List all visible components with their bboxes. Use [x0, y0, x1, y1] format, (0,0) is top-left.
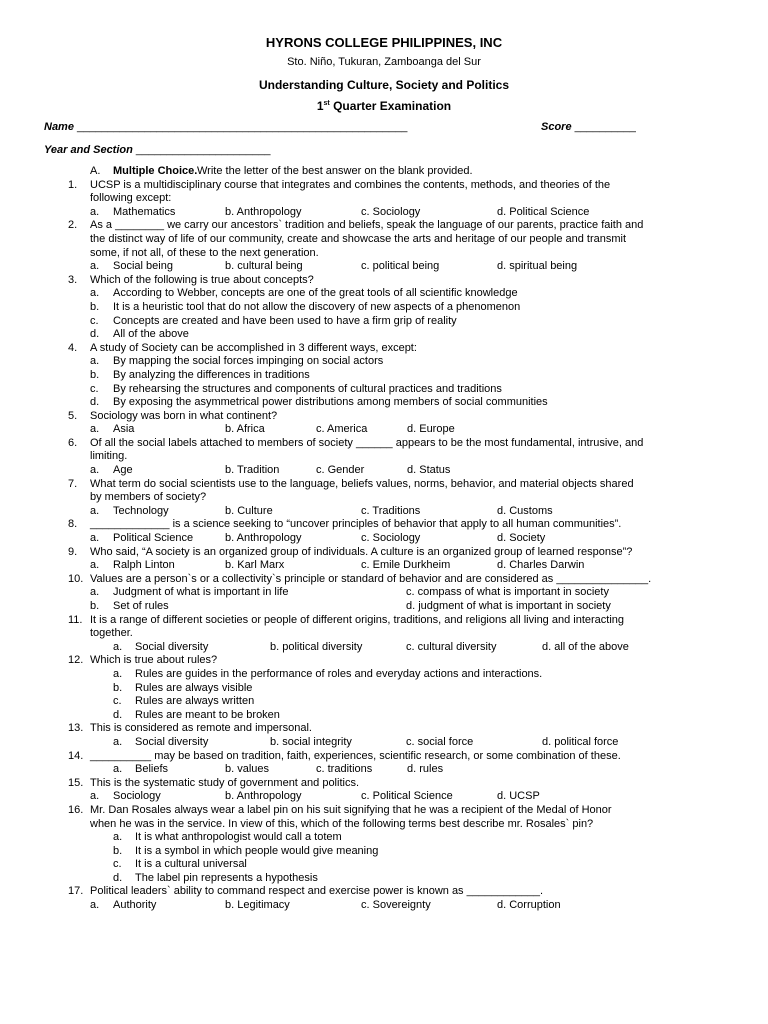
item-number: 15.	[68, 776, 84, 789]
option-choice: c. traditions	[316, 763, 373, 776]
option-letter: a.	[113, 735, 123, 748]
section-instructions: Write the letter of the best answer on the blank provided.	[197, 165, 473, 177]
item-number: 16.	[68, 803, 84, 816]
option-text: Political Science	[113, 532, 194, 545]
option-letter: a.	[113, 640, 123, 653]
option-choice: b. cultural being	[225, 260, 303, 273]
option-letter: b.	[90, 600, 100, 612]
name-field[interactable]	[44, 121, 407, 133]
option-letter: a.	[90, 260, 100, 273]
exam-ordinal: st	[323, 100, 330, 107]
exam-line	[0, 328, 768, 342]
option-choice: c. social force	[406, 735, 474, 748]
option-text: All of the above	[113, 328, 189, 341]
option-letter: a.	[90, 586, 100, 599]
exam-line	[0, 804, 768, 818]
option-letter: a.	[90, 423, 100, 436]
option-choice: d. spiritual being	[497, 260, 578, 273]
exam-line	[0, 559, 768, 573]
exam-line	[0, 396, 768, 410]
option-text: Set of rules	[113, 600, 169, 612]
option-text: By exposing the asymmetrical power distributions among members of social communities	[113, 396, 548, 409]
option-letter: a.	[90, 504, 100, 517]
exam-line	[0, 845, 768, 859]
item-text: Political leaders` ability to command respect and exercise power is known as ____________.	[90, 885, 544, 898]
option-text: Technology	[113, 504, 169, 517]
exam-line	[0, 858, 768, 872]
option-choice: d. Charles Darwin	[497, 559, 585, 572]
item-number: 4.	[68, 341, 78, 354]
option-choice: c. Sociology	[361, 532, 421, 545]
option-text: Beliefs	[135, 763, 169, 776]
exam-line	[0, 383, 768, 397]
option-choice: c. cultural diversity	[406, 640, 497, 653]
exam-line	[0, 654, 768, 668]
option-choice: c. Gender	[316, 464, 365, 477]
exam-line	[0, 668, 768, 682]
option-text: It is what anthropologist would call a totem	[135, 831, 342, 844]
option-choice: c. Traditions	[361, 504, 421, 517]
item-text-continued: when he was in the service. In view of this, which of the following terms best describe mr. Rosales` pin?	[90, 817, 594, 830]
exam-line	[0, 478, 768, 492]
name-label: Name	[44, 121, 74, 133]
option-choice: b. Karl Marx	[225, 559, 285, 572]
exam-line	[0, 342, 768, 356]
item-text: Values are a person`s or a collectivity`s principle or standard of behavior and are considered as _______________.	[90, 572, 652, 585]
exam-line	[0, 736, 768, 750]
exam-line	[0, 573, 768, 587]
option-text: By mapping the social forces impinging on social actors	[113, 355, 384, 368]
exam-line	[0, 274, 768, 288]
score-line: __________	[574, 121, 636, 133]
option-choice: b. Tradition	[225, 464, 280, 477]
section-letter: A.	[90, 165, 101, 177]
item-number: 6.	[68, 436, 78, 449]
option-letter: b.	[113, 681, 123, 694]
option-text: Asia	[113, 423, 135, 436]
option-text: It is a symbol in which people would give meaning	[135, 844, 379, 857]
option-letter: a.	[113, 667, 123, 680]
year-section-label: Year and Section	[44, 144, 133, 156]
option-letter: a.	[113, 831, 123, 844]
school-address: Sto. Niño, Tukuran, Zamboanga del Sur	[287, 56, 481, 68]
option-letter: a.	[90, 287, 100, 300]
exam-line	[0, 287, 768, 301]
item-number: 5.	[68, 409, 78, 422]
exam-line	[0, 423, 768, 437]
option-choice: b. Anthropology	[225, 205, 302, 218]
item-number: 8.	[68, 518, 78, 531]
exam-line	[0, 872, 768, 886]
exam-line	[0, 532, 768, 546]
item-number: 12.	[68, 654, 84, 667]
exam-line	[0, 831, 768, 845]
option-choice: b. Culture	[225, 504, 273, 517]
exam-line	[0, 179, 768, 193]
option-letter: c.	[90, 314, 99, 327]
option-letter: c.	[90, 382, 99, 395]
exam-line	[0, 260, 768, 274]
exam-line	[0, 546, 768, 560]
option-text: Mathematics	[113, 205, 176, 218]
option-text: By rehearsing the structures and components of cultural practices and traditions	[113, 382, 502, 395]
item-number: 11.	[68, 613, 83, 626]
item-text: A study of Society can be accomplished in 3 different ways, except:	[90, 341, 417, 354]
exam-line	[0, 695, 768, 709]
exam-line	[0, 315, 768, 329]
exam-line	[0, 491, 768, 505]
exam-line	[0, 247, 768, 261]
exam-line	[0, 518, 768, 532]
option-text: According to Webber, concepts are one of the great tools of all scientific knowledge	[113, 287, 518, 300]
item-text-continued: by members of society?	[90, 491, 207, 504]
item-text-continued: together.	[90, 627, 133, 640]
option-text: Social being	[113, 260, 173, 273]
option-text: Ralph Linton	[113, 559, 175, 572]
option-choice: d. Status	[407, 464, 451, 477]
exam-line	[0, 192, 768, 206]
item-text: Which is true about rules?	[90, 654, 218, 667]
option-text: Concepts are created and have been used to have a firm grip of reality	[113, 314, 457, 327]
exam-line	[0, 233, 768, 247]
option-text: Social diversity	[135, 640, 209, 653]
exam-line	[0, 219, 768, 233]
option-text: Social diversity	[135, 735, 209, 748]
option-choice: d. Society	[497, 532, 546, 545]
item-text: It is a range of different societies or people of different origins, traditions, and religions all living and interacting	[90, 613, 625, 626]
school-name: HYRONS COLLEGE PHILIPPINES, INC	[265, 35, 503, 50]
item-text: Who said, “A society is an organized group of individuals. A culture is an organized group of learned response”?	[90, 545, 633, 558]
exam-line	[0, 586, 768, 600]
exam-line	[0, 505, 768, 519]
option-choice: c. Sovereignty	[361, 899, 431, 912]
score-field[interactable]	[541, 121, 636, 133]
exam-line	[0, 885, 768, 899]
exam-line	[0, 682, 768, 696]
item-text-continued: following except:	[90, 192, 172, 205]
option-text: Rules are meant to be broken	[135, 708, 280, 721]
exam-line	[0, 722, 768, 736]
option-letter: b.	[90, 300, 100, 313]
option-choice: d. Corruption	[497, 899, 561, 912]
option-text: Rules are always written	[135, 695, 255, 708]
exam-line	[0, 410, 768, 424]
option-choice: d. Europe	[407, 423, 455, 436]
option-letter: c.	[113, 858, 122, 871]
exam-line	[0, 165, 768, 179]
exam-line	[0, 301, 768, 315]
item-number: 1.	[68, 178, 78, 191]
option-letter: a.	[90, 532, 100, 545]
exam-line	[0, 750, 768, 764]
option-choice: b. Anthropology	[225, 532, 302, 545]
item-text-continued: some, if not all, of these to the next generation.	[90, 246, 319, 259]
option-choice: b. Legitimacy	[225, 899, 290, 912]
exam-line	[0, 450, 768, 464]
option-letter: b.	[90, 368, 100, 381]
question-list	[0, 165, 768, 913]
exam-number: 1	[316, 99, 324, 113]
option-choice: d. UCSP	[497, 790, 540, 803]
item-number: 17.	[68, 885, 84, 898]
item-text: Sociology was born in what continent?	[90, 409, 278, 422]
item-text: Which of the following is true about concepts?	[90, 273, 314, 286]
option-choice: b. Anthropology	[225, 790, 302, 803]
item-text-continued: the distinct way of life of our community, create and showcase the arts and heritage of our people and transmit	[90, 232, 627, 245]
option-letter: d.	[90, 396, 100, 409]
option-choice: b. values	[225, 763, 270, 776]
option-choice: b. political diversity	[270, 640, 363, 653]
exam-line	[0, 641, 768, 655]
option-text: Authority	[113, 899, 157, 912]
item-text: This is the systematic study of government and politics.	[90, 776, 360, 789]
item-text: UCSP is a multidisciplinary course that integrates and combines the contents, methods, and theories of the	[90, 178, 611, 191]
option-text: It is a cultural universal	[135, 858, 247, 871]
option-choice: c. Sociology	[361, 205, 421, 218]
option-choice: c. Emile Durkheim	[361, 559, 451, 572]
exam-title	[0, 99, 768, 113]
option-choice: d. political force	[542, 735, 619, 748]
exam-line	[0, 600, 768, 614]
option-text: Age	[113, 464, 133, 477]
exam-line	[0, 614, 768, 628]
option-letter: a.	[90, 205, 100, 218]
item-number: 2.	[68, 219, 78, 232]
item-text: Mr. Dan Rosales always wear a label pin on his suit signifying that he was a recipient of the Medal of Honor	[90, 803, 612, 816]
name-line: ______________________________________________________	[77, 121, 408, 133]
option-choice: d. judgment of what is important in society	[406, 600, 611, 612]
option-letter: d.	[90, 328, 100, 341]
exam-line	[0, 369, 768, 383]
item-text: __________ may be based on tradition, faith, experiences, scientific research, or some combination of these.	[90, 749, 621, 762]
option-letter: a.	[90, 464, 100, 477]
item-text: As a ________ we carry our ancestors` tradition and beliefs, speak the language of our parents, practice faith and	[90, 219, 644, 232]
option-letter: a.	[90, 790, 100, 803]
section-title: Multiple Choice.	[113, 165, 198, 177]
year-section-field[interactable]	[44, 144, 271, 156]
option-text: By analyzing the differences in traditions	[113, 368, 310, 381]
option-choice: b. social integrity	[270, 735, 352, 748]
subject-title: Understanding Culture, Society and Politics	[258, 78, 510, 92]
exam-line	[0, 627, 768, 641]
exam-line	[0, 818, 768, 832]
option-text: The label pin represents a hypothesis	[135, 871, 318, 884]
exam-line	[0, 206, 768, 220]
option-text: Sociology	[113, 790, 161, 803]
item-number: 13.	[68, 722, 84, 735]
score-label: Score	[541, 121, 572, 133]
option-letter: c.	[113, 695, 122, 708]
item-number: 14.	[68, 749, 84, 762]
option-choice: c. political being	[361, 260, 440, 273]
item-number: 3.	[68, 273, 78, 286]
item-text: Of all the social labels attached to members of society ______ appears to be the most fundamental, intrusive, and	[90, 436, 644, 449]
exam-line	[0, 790, 768, 804]
option-text: It is a heuristic tool that do not allow the discovery of new aspects of a phenomenon	[113, 300, 521, 313]
item-text: This is considered as remote and impersonal.	[90, 722, 312, 735]
option-letter: d.	[113, 871, 123, 884]
option-choice: b. Africa	[225, 423, 265, 436]
item-text: What term do social scientists use to the language, beliefs values, norms, behavior, and material objects shared	[90, 477, 634, 490]
option-letter: d.	[113, 708, 123, 721]
item-number: 7.	[68, 477, 78, 490]
option-letter: a.	[90, 559, 100, 572]
option-letter: a.	[90, 355, 100, 368]
exam-line	[0, 899, 768, 913]
year-section-line: ______________________	[135, 144, 271, 156]
option-choice: c. Political Science	[361, 790, 453, 803]
option-letter: a.	[113, 763, 123, 776]
item-text-continued: limiting.	[90, 450, 128, 463]
option-choice: c. America	[316, 423, 368, 436]
option-text: Rules are guides in the performance of roles and everyday actions and interactions.	[135, 667, 543, 680]
exam-line	[0, 709, 768, 723]
item-text: _____________ is a science seeking to “uncover principles of behavior that apply to all human communities”.	[90, 518, 622, 531]
exam-line	[0, 763, 768, 777]
exam-title-rest: Quarter Examination	[329, 99, 452, 113]
option-choice: c. compass of what is important in society	[406, 586, 609, 599]
exam-line	[0, 437, 768, 451]
item-number: 9.	[68, 545, 78, 558]
item-number: 10.	[68, 572, 84, 585]
exam-line	[0, 464, 768, 478]
option-letter: a.	[90, 899, 100, 912]
exam-line	[0, 777, 768, 791]
option-choice: d. all of the above	[542, 640, 629, 653]
option-letter: b.	[113, 844, 123, 857]
option-text: Judgment of what is important in life	[113, 586, 289, 599]
option-choice: d. Customs	[497, 504, 553, 517]
option-choice: d. Political Science	[497, 205, 590, 218]
option-choice: d. rules	[407, 763, 444, 776]
exam-line	[0, 355, 768, 369]
option-text: Rules are always visible	[135, 681, 253, 694]
